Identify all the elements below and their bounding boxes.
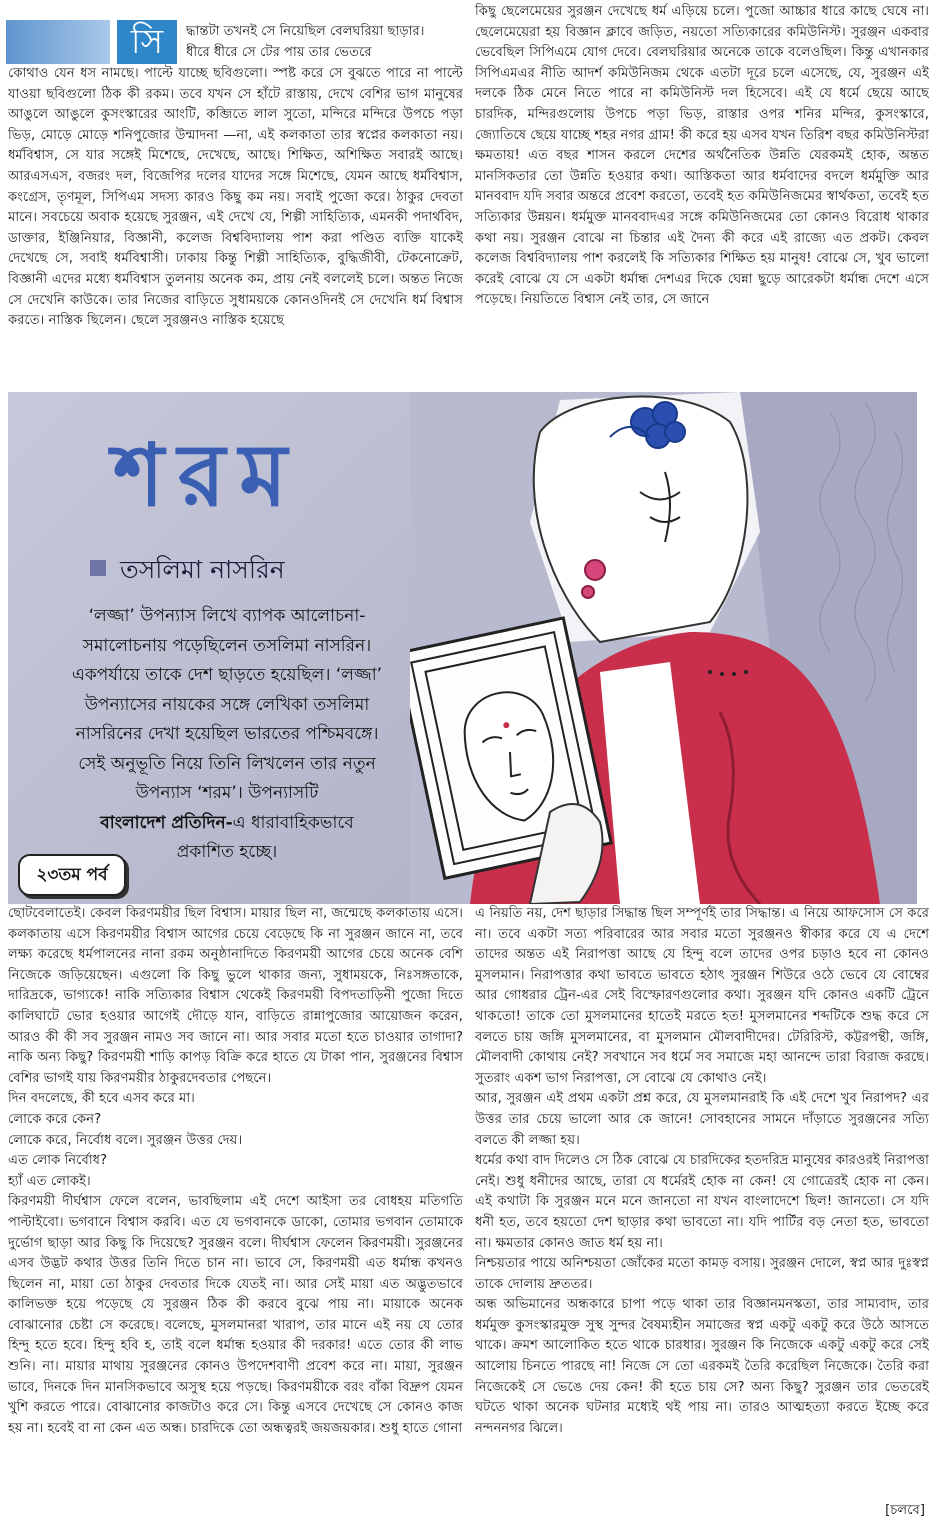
blurb-line: নাসরিনের দেখা হয়েছিল ভারতের পশ্চিমবঙ্গে। [75, 724, 379, 744]
paragraph: ছোটবেলাতেই। কেবল কিরণময়ীর ছিল বিশ্বাস। মায়ার ছিল না, জন্মেছে কলকাতায় এসে। কলকাতায় এসে কিরণময়ীর বিশ্বাস আগের চেয়ে বেড়েছে কি না সুরঞ্জন জানে না, তবে লক্ষ্য করেছে ধর্মপালনের নানা রকম অনুষ্ঠানাদিতে কিরণময়ী আগের চেয়ে অনেক বেশি নিজেকে জড়িয়েছেন। এগুলো কি কিছু ভুলে থাকার জন্য, সুধাময়কে, নিঃসঙ্গতাকে, দারিদ্রকে, ভাগ্যকে! নাকি সত্যিকার বিশ্বাস থেকেই কিরণময়ী বিপদতাড়িনী পুজো দিতে কালিঘাটে ভোর হওয়ার আগেই দৌড়ে যান, বাড়িতে রান্নাপুজোর আয়োজন করেন, আরও কী কী সব সুরঞ্জন নামও সব জানে না। আর সবার মতো হতে চাওয়ার তাগাদা? নাকি অন্য কিছু? কিরণময়ী শাড়ি কাপড় বিক্রি করে হাতে যে টাকা পান, সুরঞ্জনের বিশ্বাস বেশির ভাগই যায় কিরণময়ীর ঠাকুরদেবতার পেছনে। [8, 906, 463, 1086]
paragraph: লোকে করে, নির্বোধ বলে। সুরঞ্জন উত্তর দেয়। [8, 1132, 243, 1148]
intro-line: দ্ধান্তটা তখনই সে নিয়েছিল বেলঘরিয়া ছাড়ার। [186, 24, 425, 39]
serial-blurb [42, 602, 412, 868]
serial-title: শরম [113, 425, 301, 526]
blurb-line: সেই অনুভূতি নিয়ে তিনি লিখলেন তার নতুন [78, 753, 376, 774]
intro-line: ধীরে ধীরে সে টের পায় তার ভেতরে [186, 44, 372, 60]
paragraph: আর, সুরঞ্জন এই প্রথম একটা প্রশ্ন করে, যে মুসলমানরাই কি এই দেশে খুব নিরাপদ? এর উত্তর তার চেয়ে ভালো আর কে জানে! সোবহানের সামনে দাঁড়াতে সুরঞ্জনের সত্যি বলতে কী লজ্জা হয়। [475, 1091, 929, 1148]
paragraph: দিন বদলেছে, কী হবে এসব করে মা। [8, 1091, 195, 1107]
column-bottom-right [475, 904, 929, 1522]
continued-marker: [চলবে] [885, 1503, 925, 1519]
paragraph: হ্যাঁ এত লোকই। [8, 1173, 91, 1189]
newspaper-name: বাংলাদেশ প্রতিদিন- [100, 812, 233, 833]
paragraph: লোকে করে কেন? [8, 1111, 102, 1127]
illustration-woman-mirror [410, 392, 917, 904]
blurb-line: প্রকাশিত হচ্ছে। [176, 842, 278, 862]
paragraph: কোথাও যেন ধস নামছে। পাল্টে যাচ্ছে ছবিগুলো। স্পষ্ট করে সে বুঝতে পারে না পাল্টে যাওয়া ছবিগুলো ঠিক কী রকম। তবে যখন সে হাঁটে রাস্তায়, দেখে বেশির ভাগ মানুষের আঙুলে আঙুলে কুসংস্কারের আংটি, কব্জিতে লাল সুতো, মন্দিরে মন্দিরে উপচে পড়া ভিড়, মোড়ে মোড়ে শনিপুজোর উন্মাদনা —না, এই কলকাতা তার স্বপ্নের কলকাতা নয়। ধর্মবিশ্বাস, সে যার সঙ্গেই মিশেছে, দেখেছে, আছে। শিক্ষিত, অশিক্ষিত সবারই আছে। আরএসএস, বজরং দল, বিজেপির দলের যাদের সঙ্গে মিশেছে, যেমন আছে ধর্মবিশ্বাস, কংগ্রেস, তৃণমূল, সিপিএম সদস্য কারও কিছু কম নয়। সবাই পুজো করে। ঠাকুর দেবতা মানে। সবচেয়ে অবাক হয়েছে সুরঞ্জন, এই দেখে যে, শিল্পী সাহিত্যিক, এমনকী পদার্থবিদ, ডাক্তার, ইঞ্জিনিয়ার, বিজ্ঞানী, কলেজ বিশ্ববিদ্যালয় পাশ করা পণ্ডিত ব্যক্তি যাকেই দেখেছে সে, সবাই ধর্মবিশ্বাসী। ঢাকায় কিন্তু শিল্পী সাহিত্যিক, বুদ্ধিজীবী, টেকনোক্রেট, বিজ্ঞানী এদের মধ্যে ধর্মবিশ্বাস তুলনায় অনেক কম, প্রায় নেই বললেই চলে। অন্তত নিজে সে দেখেনি কাউকে। তার নিজের বাড়িতে সুধাময়কে কোনওদিনই সে দেখেনি ধর্ম বিশ্বাস করতে। নাস্তিক ছিলেন। ছেলে সুরঞ্জনও নাস্তিক হয়েছে [8, 66, 463, 329]
blurb-fragment: এ ধারাবাহিকভাবে [232, 812, 354, 833]
intro-lines [186, 22, 446, 63]
blurb-line: সমালোচনায় পড়েছিলেন তসলিমা নাসরিন। [82, 635, 372, 656]
blurb-line: একপর্যায়ে তাকে দেশ ছাড়তে হয়েছিল। ‘লজ্জা’ [71, 665, 383, 685]
column-top-left [8, 64, 463, 382]
blurb-line: উপন্যাস ‘শরম’। উপন্যাসটি [135, 783, 319, 803]
paragraph: অন্ধ অভিমানের অন্ধকারে চাপা পড়ে থাকা তার বিজ্ঞানমনস্কতা, তার সাম্যবাদ, তার ধর্মমুক্ত কুসংস্কারমুক্ত সুস্থ সুন্দর বৈষম্যহীন সমাজের স্বপ্ন একটু একটু করে উঠে আসতে থাকে। ক্রমশ আলোকিত হতে থাকে চারধার। সুরঞ্জন কি নিজেকে একটু একটু করে সেই আলোয় চিনতে পারছে না! নিজে সে তো এরকমই তৈরি করেছিল নিজেকে। তৈরি করা নিজেকেই সে ভেঙে দেয় কেন! কী হতে চায় সে? অন্য কিছু? সুরঞ্জন তার ভেতরেই ঘটতে থাকা অনেক ঘটনার মধ্যেই থই পায় না। তারও আত্মহত্যা করতে ইচ্ছে করে নন্দননগর ঝিলে। [475, 1297, 929, 1436]
blurb-line [42, 809, 412, 839]
dropcap: সি [117, 20, 177, 64]
paragraph: কিরণময়ী দীর্ঘশ্বাস ফেলে বলেন, ভাবছিলাম এই দেশে আইসা তর বোধহয় মতিগতি পাল্টাইবো। ভগবানে বিশ্বাস করবি। এত যে ভগবানকে ডাকো, তোমার ভগবান তোমাকে দুর্ভোগ ছাড়া আর কিছু কি দিয়েছে? সুরঞ্জন বলে। দীর্ঘশ্বাস ফেলেন কিরণময়ী। সুরঞ্জনের এসব উদ্ভট কথার উত্তর তিনি দিতে চান না। ভাবে সে, কিরণময়ী এত ধর্মান্ধ কখনও ছিলেন না, মায়া তো ঠাকুর দেবতার দিকে যেতই না। আর সেই মায়া এত অদ্ভুতভাবে কালিভক্ত হয়ে পড়েছে যে সুরঞ্জন ঠিক কী করবে বুঝে পায় না। মায়াকে অনেক বোঝানোর চেষ্টা সে করেছে। বলেছে, মুসলমানরা খারাপ, তার মানে এই নয় যে তোর হিন্দু হতে হবে। হিন্দু হবি হ, তাই বলে ধর্মান্ধ হওয়ার কী দরকার! এতে তোর কী লাভ শুনি। না। মায়ার মাথায় সুরঞ্জনের কোনও উপদেশবাণী প্রবেশ করে না। মায়া, সুরঞ্জন ভাবে, দিনকে দিন মানসিকভাবে অসুস্থ হয়ে পড়ছে। কিরণময়ীকে বরং বাঁকা বিদ্রুপ যেমন খুশি করতে পারে। বোঝানোর কাজটাও করে সে। কিন্তু এসবে দেখেছে সে কোনও কাজ হয় না। হবেই বা না কেন এত অন্ধ। চারদিকে তো অন্ধত্বরই জয়জয়কার। শুধু হাতে গোনা [8, 1194, 463, 1436]
column-bottom-left [8, 904, 463, 1522]
column-top-right [475, 2, 929, 382]
paragraph: কিছু ছেলেমেয়ের সুরঞ্জন দেখেছে ধর্ম এড়িয়ে চলে। পুজো আচ্চার ধারে কাছে ঘেষে না। ছেলেমেয়েরা হয় বিজ্ঞান ক্লাবে জড়িত, নয়তো সত্যিকারের কমিউনিস্ট। সুরঞ্জন একবার ভেবেছিল সিপিএমে যোগ দেবে। বেলঘরিয়ার অনেকে তাকে বলেওছিল। কিন্তু এখানকার সিপিএমএর নীতি আদর্শ কমিউনিজম থেকে এতটা দূরে চলে এসেছে, যে, সুরঞ্জন এই দলকে ঠিক মেনে নিতে পারে না কমিউনিস্ট দল হিসেবে। এই যে ধর্মে ছেয়ে আছে চারদিক, মন্দিরগুলোয় উপচে পড়া ভিড়, রাস্তার ওপর শনির মন্দির, কুসংস্কারে, জ্যোতিষে ছেয়ে যাচ্ছে শহর নগর গ্রাম! কী করে হয় এসব যখন তিরিশ বছর কমিউনিস্টরা ক্ষমতায়! এত বছর শাসন করলে দেশের অর্থনৈতিক উন্নতি যেরকমই হোক, অন্তত মানসিকতার তো উন্নতি হওয়ার কথা। আস্তিকতা আর ধর্মবাদের বদলে ধর্মমুক্তি আর মানববাদ যদি সবার অন্তরে প্রবেশ করতো, তবেই হত কমিউনিজমের স্বার্থকতা, তবেই হত সত্যিকার উন্নয়ন। ধর্মমুক্ত মানববাদএর সঙ্গে কমিউনিজমের তো কোনও বিরোধ থাকার কথা নয়। সুরঞ্জন বোঝে না চিন্তার এই দৈন্য কী করে এই রাজ্যে এত প্রকট। কেবল কলেজ বিশ্ববিদ্যালয় পাশ করলেই কি সত্যিকার শিক্ষিত হয় মানুষ! বোঝে সে, খুব ভালো করেই বোঝে যে সে একটা ধর্মান্ধ দেশএর দিকে ঘেন্না ছুড়ে আরেকটা ধর্মান্ধ দেশে এসে পড়েছে। নিয়তিতে বিশ্বাস নেই তার, সে জানে [475, 4, 929, 308]
author-name: তসলিমা নাসরিন [120, 555, 285, 584]
serial-banner [8, 392, 917, 904]
paragraph: এত লোক নির্বোধ? [8, 1153, 108, 1169]
episode-badge: ২৩তম পর্ব [18, 854, 126, 896]
paragraph: ধর্মের কথা বাদ দিলেও সে ঠিক বোঝে যে চারদিকের হতদরিদ্র মানুষের কারওরই নিরাপত্তা নেই। শুধু ধনীদের আছে, তারা যে ধর্মেরই হোক না কেন! যে গোত্রেরই হোক না কেন। এই কথাটা কি সুরঞ্জন মনে মনে জানতো না যখন বাংলাদেশে ছিল! জানতো। সে যদি ধনী হত, তবে হয়তো দেশ ছাড়ার কথা ভাবতো না। যদি পার্টির বড় নেতা হত, ভাবতো না। ক্ষমতার কোনও জাত ধর্ম হয় না। [475, 1153, 929, 1251]
blurb-line: ‘লজ্জা’ উপন্যাস লিখে ব্যাপক আলোচনা- [88, 606, 366, 626]
paragraph: এ নিয়তি নয়, দেশ ছাড়ার সিদ্ধান্ত ছিল সম্পূর্ণই তার সিদ্ধান্ত। এ নিয়ে আফসোস সে করে না। তবে একটা সত্য পরিবারের আর সবার মতো সুরঞ্জনও স্বীকার করে যে এ দেশে তাদের অন্তত এই নিরাপত্তা আছে যে হিন্দু বলে তাদের ওপর চড়াও হবে না কোনও মুসলমান। নিরাপত্তার কথা ভাবতে ভাবতে হঠাৎ সুরঞ্জন শিউরে ওঠে ভেবে যে বোম্বের আর গোধরার ট্রেন-এর সেই বিস্ফোরণগুলোর কথা। সুরঞ্জন যদি কোনও একটি ট্রেনে থাকতো! তাকে তো মুসলমানের হাতেই মরতে হত! মুসলমানের শব্দটিকে শুদ্ধ করে সে বলতে চায় জঙ্গি মুসলমানের, বা মুসলমান মৌলবাদীদের। টেরিরিস্ট, কট্টরপন্থী, জঙ্গি, মৌলবাদী কোথায় নেই? সবখানে সব ধর্মে সব সমাজে মহা আনন্দে তারা বিরাজ করছে। সুতরাং একশ ভাগ নিরাপত্তা, সে বোঝে যে কোথাও নেই। [475, 906, 929, 1086]
paragraph: নিশ্চয়তার পায়ে অনিশ্চয়তা জোঁকের মতো কামড় বসায়। সুরঞ্জন দোলে, স্বপ্ন আর দুঃস্বপ্ন তাকে দোলায় দ্রুততর। [475, 1256, 929, 1292]
bullet-square-icon [90, 560, 106, 576]
blue-header-block [6, 20, 110, 64]
blurb-line: উপন্যাসের নায়কের সঙ্গে লেখিকা তসলিমা [84, 694, 370, 715]
